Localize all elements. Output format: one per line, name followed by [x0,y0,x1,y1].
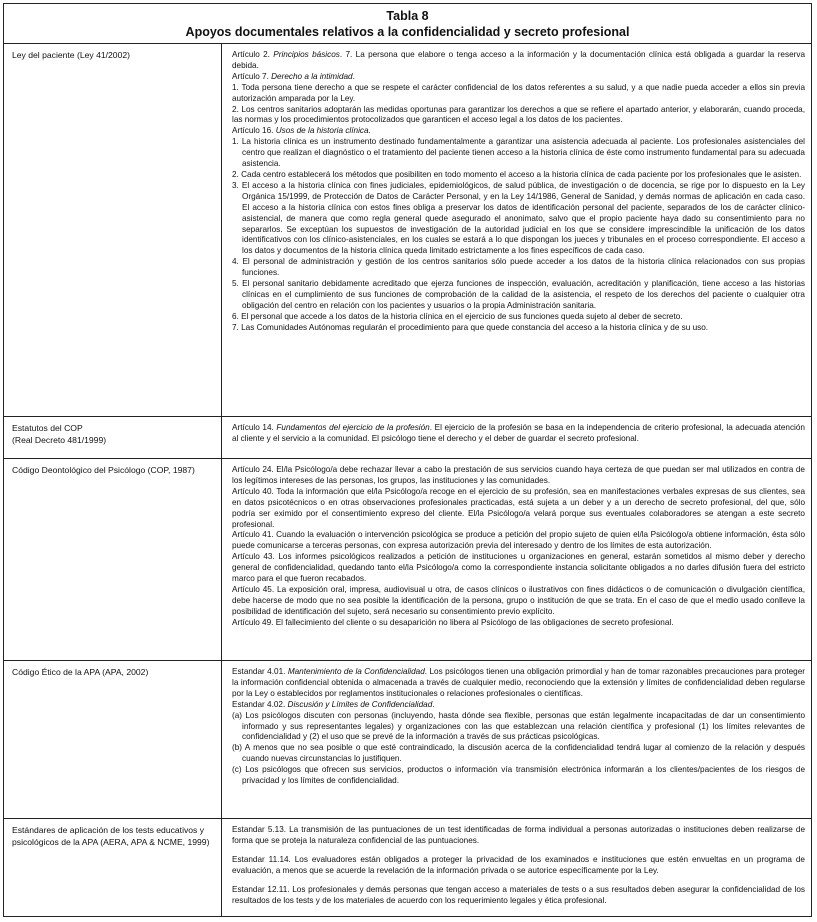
paragraph: 2. Cada centro establecerá los métodos que posibiliten en todo momento el acceso a la historia clínica de cada paciente por los profesionales que le asisten. [232,169,802,179]
paragraph: Artículo 24. El/la Psicólogo/a debe rechazar llevar a cabo la prestación de sus servicios cuando haya certeza de que puedan ser mal utilizados en contra de los legítimos intereses de las personas, los grupos, las instituciones y las comunidades. [232,465,805,485]
paragraph: Artículo 49. El fallecimiento del cliente o su desaparición no libera al Psicólogo de las obligaciones de secreto profesional. [232,617,674,627]
table-number: Tabla 8 [386,9,429,23]
paragraph: 4. El personal de administración y gestión de los centros sanitarios sólo puede acceder a los datos de la historia clínica relacionados con sus propias funciones. [232,257,805,278]
row-content [222,459,811,660]
paragraph: Artículo 16. Usos de la historia clínica. [232,126,371,136]
table-row-codigo-deontologico [4,459,811,661]
article-heading: Derecho a la intimidad [271,71,353,81]
paragraph: Estandar 5.13. La transmisión de las puntuaciones de un test identificadas de forma individual a personas autorizadas o instituciones deben realizarse de forma que se proteja la naturaleza confidencial de las puntuaciones. [232,825,805,845]
paragraph: (c) Los psicólogos que ofrecen sus servicios, productos o información vía transmisión electrónica informarán a los clientes/pacientes de los riesgos de privacidad y los límites de confidencialidad. [232,765,805,786]
paragraph: 3. El acceso a la historia clínica con fines judiciales, epidemiológicos, de salud pública, de investigación o de docencia, se rige por lo dispuesto en la Ley Orgánica 15/1999, de Protección de Datos de Carácter Personal, y en la Ley 14/1986, General de Sanidad, y demás normas de aplicación en cada caso. El acceso a la historia clínica con estos fines obliga a preservar los datos de identificación personal del paciente, separados de los de carácter clínico-asistencial, de manera que como regla general quede asegurado el anonimato, salvo que el propio paciente haya dado su consentimiento para no separarlos. Se exceptúan los supuestos de investigación de la autoridad judicial en los que se considere imprescindible la unificación de los datos identificativos con los clínico-asistenciales, en los cuales se estará a lo que dispongan los jueces y tribunales en el proceso correspondiente. El acceso a los datos y documentos de la historia clínica queda limitado estrictamente a los fines específicos de cada caso. [232,180,805,256]
confidentiality-table [3,3,812,917]
paragraph: 6. El personal que accede a los datos de la historia clínica en el ejercicio de sus funciones queda sujeto al deber de secreto. [232,311,683,321]
paragraph: Artículo 7. Derecho a la intimidad. [232,71,355,81]
row-source: Estatutos del COP (Real Decreto 481/1999) [4,417,222,458]
table-caption [4,4,811,44]
paragraph: Estandar 12.11. Los profesionales y demás personas que tengan acceso a materiales de tests o a sus resultados deben asegurar la confidencialidad de los resultados de los tests y de los materiales de acuerdo con los requerimiento legales y ética profesional. [232,884,805,905]
paragraph: Estandar 4.01. Mantenimiento de la Confidencialidad. Los psicólogos tienen una obligación primordial y han de tomar razonables precauciones para proteger la información confidencial obtenida o almacenada a través de cualquier medio, reconociendo que la extensión y límites de confidencialidad deben regularse por la Ley o establecidos por reglamentos institucionales o relaciones profesionales o científicas. [232,667,805,698]
row-source: Estándares de aplicación de los tests educativos y psicológicos de la APA (AERA, APA & NCME, 1999) [4,819,222,916]
table-title: Apoyos documentales relativos a la confidencialidad y secreto profesional [185,25,630,39]
paragraph: 5. El personal sanitario debidamente acreditado que ejerza funciones de inspección, evaluación, acreditación y planificación, tiene acceso a las historias clínicas en el cumplimiento de sus funciones de comprobación de la calidad de la asistencia, el respeto de los derechos del paciente o cualquier otra obligación del centro en relación con los pacientes y usuarios o la propia Administración sanitaria. [232,279,805,310]
paragraph: Estandar 4.02. Discusión y Límites de Confidencialidad. [232,699,435,709]
paragraph: Artículo 14. Fundamentos del ejercicio de la profesión. El ejercicio de la profesión se basa en la independencia de criterio profesional, la adecuada atención al cliente y el servicio a la comunidad. El psicólogo tiene el derecho y el deber de guardar el secreto profesional. [232,423,805,443]
paragraph: Artículo 2. Principios básicos. 7. La persona que elabore o tenga acceso a la información y la documentación clínica está obligada a guardar la reserva debida. [232,50,806,70]
paragraph: 2. Los centros sanitarios adoptarán las medidas oportunas para garantizar los derechos a que se refiere el apartado anterior, y elaborarán, cuando proceda, las normas y los procedimientos protocolizados que garanticen el acceso legal a los datos de los pacientes. [232,104,805,125]
article-heading: Usos de la historia clínica [275,126,369,136]
table-row-ley-paciente [4,44,811,417]
article-number: Artículo 7. [232,71,272,81]
paragraph: 7. Las Comunidades Autónomas regularán el procedimiento para que quede constancia del acceso a la historia clínica y de su uso. [232,322,709,332]
article-number: Estandar 4.01. [232,667,288,676]
article-number: Artículo 14. [232,423,277,432]
paragraph: (a) Los psicólogos discuten con personas (incluyendo, hasta dónde sea flexible, personas que están legalmente incapacitadas de dar un consentimiento informado y sus representantes legales) y organizaciones con las que establezcan una relación científica y profesional (1) los límites relevantes de confidencialidad y (2) el uso que se prevé de la información a través de sus prácticas psicológicas. [232,710,805,742]
paragraph: 1. Toda persona tiene derecho a que se respete el carácter confidencial de los datos referentes a su salud, y a que nadie pueda acceder a ellos sin previa autorización amparada por la Ley. [232,82,805,103]
paragraph: Artículo 40. Toda la información que el/la Psicólogo/a recoge en el ejercicio de su profesión, sea en manifestaciones verbales expresas de sus clientes, sea en datos psicotécnicos o en otras observaciones profesionales practicadas, está sujeta a un deber y a un derecho de secreto profesional, del que, sólo podría ser eximido por el consentimiento expreso del cliente. El/la Psicólogo/a velará porque sus eventuales colaboradores se atengan a este secreto profesional. [232,486,805,529]
row-source: Código Deontológico del Psicólogo (COP, 1987) [4,459,222,660]
row-source: Ley del paciente (Ley 41/2002) [4,44,222,416]
row-content [222,819,811,916]
article-number: Artículo 16. [232,126,276,136]
row-content [222,417,811,458]
paragraph: Artículo 43. Los informes psicológicos realizados a petición de instituciones u organizaciones en general, estarán sometidos al mismo deber y derecho general de confidencialidad, quedando tanto el/la Psicólogo/a como la correspondiente instancia solicitante obligados a no darles difusión fuera del estricto marco para el que fueron recabados. [232,552,805,584]
row-content [222,661,811,818]
article-heading: Fundamentos del ejercicio de la profesión [276,423,430,432]
table-row-estatutos-cop [4,417,811,459]
article-heading: Mantenimiento de la Confidencialidad [287,667,425,676]
article-number: Estandar 4.02. [232,699,288,709]
paragraph: Estandar 11.14. Los evaluadores están obligados a proteger la privacidad de los examinados e instituciones que estén envueltas en un programa de evaluación, a menos que se acuerde la revelación de la información privada o se autorice específicamente por la Ley. [232,854,805,875]
table-row-estandares-tests [4,819,811,916]
paragraph: Artículo 45. La exposición oral, impresa, audiovisual u otra, de casos clínicos o ilustrativos con fines didácticos o de comunicación o divulgación científica, debe hacerse de modo que no sea posible la identificación de la persona, grupo o institución de que se trata. En el caso de que el medio usado conlleve la posibilidad de identificación del sujeto, será necesario su consentimiento previo explícito. [232,584,805,616]
article-number: Artículo 2. [232,50,274,59]
article-heading: Discusión y Límites de Confidencialidad [287,699,433,709]
paragraph: 1. La historia clínica es un instrumento destinado fundamentalmente a garantizar una asistencia adecuada al paciente. Los profesionales asistenciales del centro que realizan el diagnóstico o el tratamiento del paciente tienen acceso a la historia clínica de éste como instrumento fundamental para su adecuada asistencia. [232,137,805,169]
paragraph: (b) A menos que no sea posible o que esté contraindicado, la discusión acerca de la confidencialidad tendrá lugar al comienzo de la relación y después cuando nuevas circunstancias lo justifiquen. [232,743,805,764]
table-row-codigo-apa [4,661,811,819]
row-source: Código Ético de la APA (APA, 2002) [4,661,222,818]
article-heading: Principios básicos [273,50,340,59]
paragraph: Artículo 41. Cuando la evaluación o intervención psicológica se produce a petición del propio sujeto de quien el/la Psicólogo/a obtiene información, ésta sólo puede comunicarse a terceras personas, con expresa autorización previa del interesado y dentro de los límites de esta autorización. [232,530,805,551]
row-content [222,44,811,416]
